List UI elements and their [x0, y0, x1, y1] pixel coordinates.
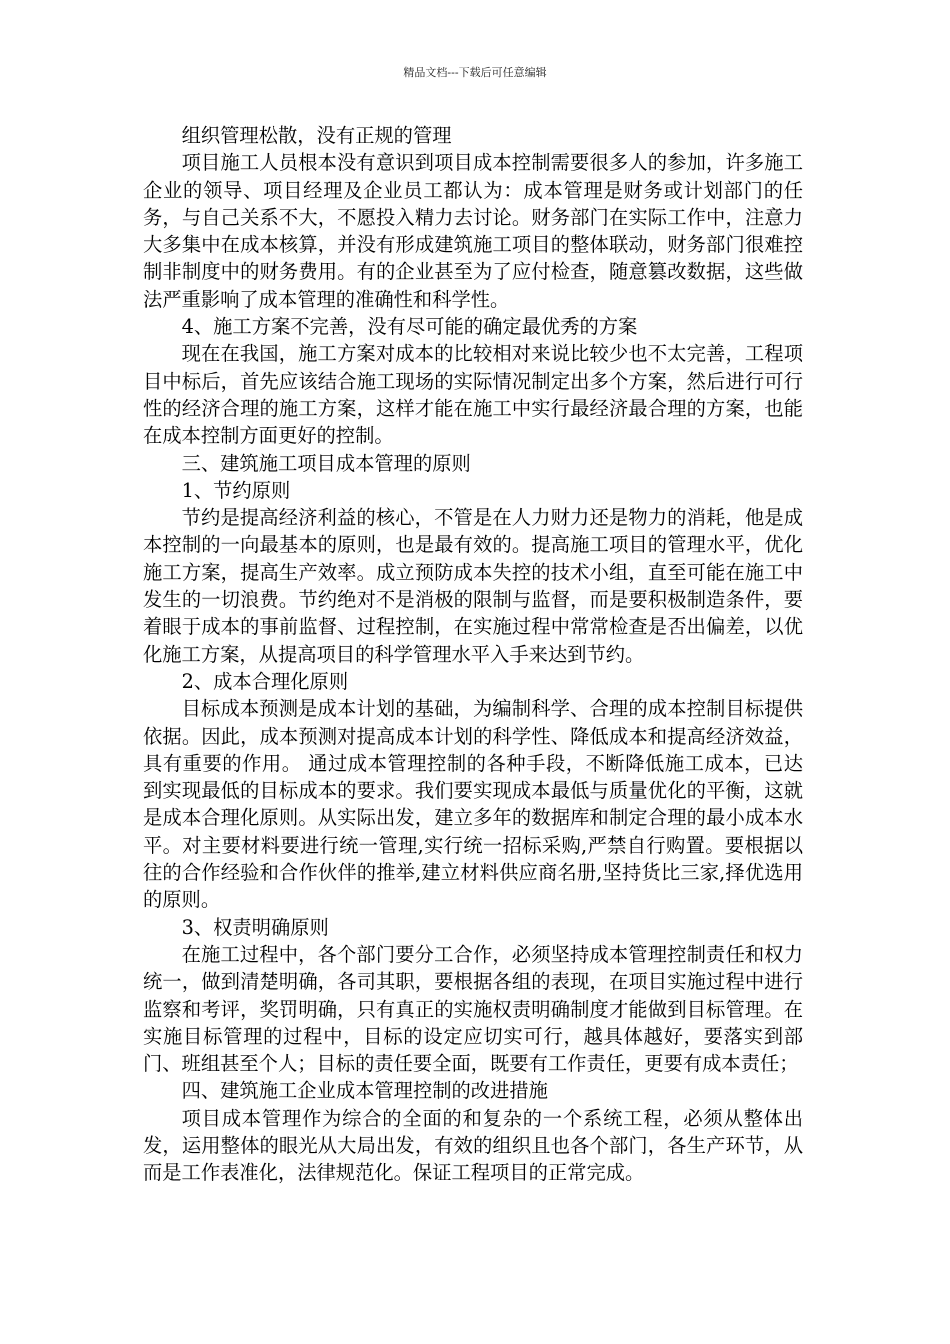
- paragraph: 目标成本预测是成本计划的基础，为编制科学、合理的成本控制目标提供依据。因此，成本预测对提高成本计划的科学性、降低成本和提高经济效益，具有重要的作用。 通过成本管理控制的各种手段，不断降低施工成本，已达到实现最低的目标成本的要求。我们要实现成本最低与质量优化的平衡，这就是成本合理化原则。从实际出发，建立多年的数据库和制定合理的最小成本水平。对主要材料要进行统一管理,实行统一招标采购,严禁自行购置。要根据以往的合作经验和合作伙伴的推举,建立材料供应商名册,坚持货比三家,择优选用的原则。: [143, 697, 803, 912]
- paragraph-heading: 1、节约原则: [181, 478, 291, 502]
- page-header: 精品文档---下载后可任意编辑: [403, 66, 547, 79]
- paragraph: 项目施工人员根本没有意识到项目成本控制需要很多人的参加，许多施工企业的领导、项目经理及企业员工都认为：成本管理是财务或计划部门的任务，与自己关系不大，不愿投入精力去讨论。财务部门在实际工作中，注意力大多集中在成本核算，并没有形成建筑施工项目的整体联动，财务部门很难控制非制度中的财务费用。有的企业甚至为了应付检查，随意篡改数据，这些做法严重影响了成本管理的准确性和科学性。: [143, 151, 803, 311]
- paragraph: 节约是提高经济利益的核心，不管是在人力财力还是物力的消耗，他是成本控制的一向最基本的原则，也是最有效的。提高施工项目的管理水平，优化施工方案，提高生产效率。成立预防成本失控的技术小组，直至可能在施工中发生的一切浪费。节约绝对不是消极的限制与监督，而是要积极制造条件，要着眼于成本的事前监督、过程控制，在实施过程中常常检查是否出偏差，以优化施工方案，从提高项目的科学管理水平入手来达到节约。: [143, 506, 803, 666]
- paragraph-heading: 3、权责明确原则: [181, 915, 329, 939]
- paragraph-heading: 2、成本合理化原则: [181, 669, 349, 693]
- paragraph-heading: 4、施工方案不完善，没有尽可能的确定最优秀的方案: [181, 315, 638, 339]
- section-heading: 三、建筑施工项目成本管理的原则: [181, 451, 471, 475]
- document-body: [143, 122, 803, 1187]
- paragraph: 在施工过程中，各个部门要分工合作，必须坚持成本管理控制责任和权力统一，做到清楚明确，各司其职，要根据各组的表现，在项目实施过程中进行监察和考评，奖罚明确，只有真正的实施权责明确制度才能做到目标管理。在实施目标管理的过程中，目标的设定应切实可行，越具体越好，要落实到部门、班组甚至个人；目标的责任要全面，既要有工作责任，更要有成本责任；: [143, 942, 803, 1076]
- paragraph-heading: 组织管理松散，没有正规的管理: [181, 124, 452, 147]
- paragraph: 现在在我国，施工方案对成本的比较相对来说比较少也不太完善，工程项目中标后，首先应该结合施工现场的实际情况制定出多个方案，然后进行可行性的经济合理的施工方案，这样才能在施工中实行最经济最合理的方案，也能在成本控制方面更好的控制。: [143, 342, 803, 448]
- paragraph: 项目成本管理作为综合的全面的和复杂的一个系统工程，必须从整体出发，运用整体的眼光从大局出发，有效的组织且也各个部门，各生产环节，从而是工作表准化，法律规范化。保证工程项目的正常完成。: [143, 1106, 803, 1185]
- section-heading: 四、建筑施工企业成本管理控制的改进措施: [181, 1079, 548, 1103]
